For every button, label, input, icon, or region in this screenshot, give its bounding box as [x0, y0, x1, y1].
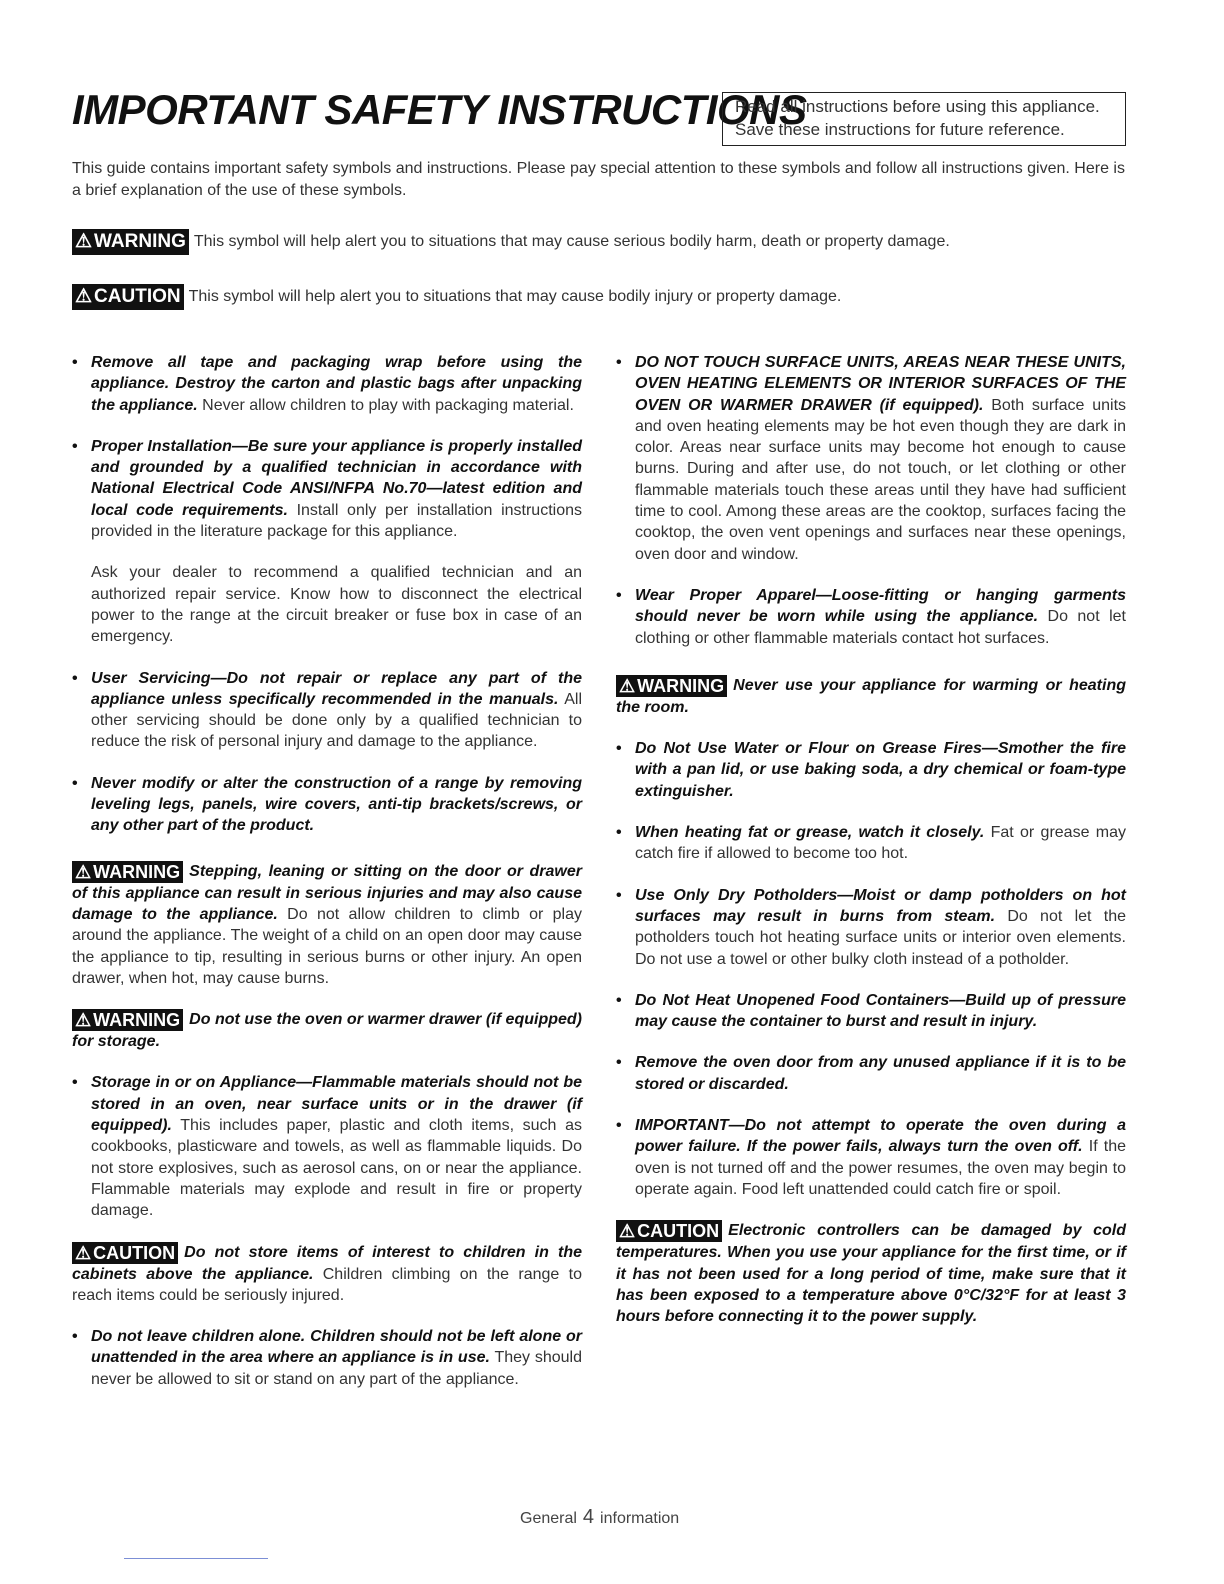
warning-badge: ⚠ WARNING	[72, 1009, 183, 1031]
warning-triangle-icon: ⚠	[75, 1010, 92, 1031]
item-heading: IMPORTANT—Do not attempt to operate the oven during a power failure. If the power fails, always turn the oven off.	[635, 1117, 1126, 1156]
warning-symbol-explanation	[72, 229, 1142, 255]
caution-triangle-icon: ⚠	[619, 1221, 636, 1242]
warning-text: Do not allow children to climb or play around the appliance. The weight of a child on an open door may cause the appliance to tip, resulting in serious burns or other injury. An open drawer, when hot, may cause burns.	[72, 905, 582, 987]
item-text: Fat or grease may catch fire if allowed to become too hot.	[635, 824, 1126, 863]
item-heading: Wear Proper Apparel—Loose-fitting or hanging garments should never be worn while using the appliance.	[635, 586, 1126, 626]
right-column	[616, 352, 1126, 1347]
bullet-icon: •	[616, 886, 622, 904]
caution-badge: ⚠ CAUTION	[616, 1220, 722, 1242]
caution-explanation-text: This symbol will help alert you to situations that may cause bodily injury or property damage.	[188, 288, 842, 305]
item-heading: Use Only Dry Potholders—Moist or damp potholders on hot surfaces may result in burns from steam.	[635, 886, 1126, 925]
item-text: Never allow children to play with packaging material.	[197, 396, 574, 414]
list-item	[616, 1115, 1126, 1200]
list-item	[616, 885, 1126, 970]
caution-triangle-icon: ⚠	[75, 286, 93, 307]
caution-heading: Do not store items of interest to children in the cabinets above the appliance.	[72, 1243, 582, 1283]
intro-paragraph: This guide contains important safety symbols and instructions. Please pay special attention to these symbols and follow all instructions given. Here is a brief explanation of the use of these symbols.	[72, 160, 1125, 199]
bullet-icon: •	[72, 774, 78, 792]
caution-block	[72, 1242, 582, 1307]
item-heading: When heating fat or grease, watch it closely.	[635, 824, 985, 842]
list-item	[72, 1326, 582, 1390]
bullet-icon: •	[72, 1328, 78, 1346]
caution-block	[616, 1220, 1126, 1327]
item-heading: Do Not Heat Unopened Food Containers—Build up of pressure may cause the container to burst and result in injury.	[635, 991, 1126, 1031]
warning-triangle-icon: ⚠	[75, 231, 93, 252]
list-item	[616, 738, 1126, 802]
bullet-icon: •	[616, 1117, 622, 1135]
item-heading: Storage in or on Appliance—Flammable materials should not be stored in an oven, near surface units or in the drawer (if equipped).	[91, 1074, 582, 1135]
list-item	[616, 352, 1126, 565]
item-heading: Do Not Use Water or Flour on Grease Fires—Smother the fire with a pan lid, or use baking soda, a dry chemical or foam-type extinguisher.	[635, 740, 1126, 800]
item-text: Do not let the potholders touch hot heating surface units or interior oven elements. Do not use a towel or other bulky cloth instead of a potholder.	[635, 907, 1126, 968]
warning-block	[616, 675, 1126, 718]
footer-section-right: information	[600, 1510, 680, 1527]
item-text: If the oven is not turned off and the power resumes, the oven may begin to operate again. Food left unattended could catch fire or spoil.	[635, 1138, 1126, 1198]
page-number: 4	[582, 1506, 595, 1528]
list-item	[72, 352, 582, 416]
caution-symbol-explanation	[72, 284, 1142, 310]
list-item	[616, 990, 1126, 1033]
caution-label: CAUTION	[94, 286, 181, 307]
item-text: All other servicing should be done only by a qualified technician to reduce the risk of personal injury and damage to the appliance.	[91, 690, 582, 751]
warning-triangle-icon: ⚠	[75, 861, 92, 882]
warning-heading: Stepping, leaning or sitting on the door or drawer of this appliance can result in serious injuries and may also cause damage to the appliance.	[72, 862, 582, 923]
bullet-icon: •	[616, 824, 622, 842]
list-item	[72, 436, 582, 542]
warning-badge: ⚠ WARNING	[72, 861, 183, 883]
notice-line-2: Save these instructions for future reference.	[735, 120, 1065, 139]
warning-heading: Never use your appliance for warming or heating the room.	[616, 676, 1126, 716]
warning-block	[72, 861, 582, 989]
warning-triangle-icon: ⚠	[619, 675, 636, 696]
item-heading: DO NOT TOUCH SURFACE UNITS, AREAS NEAR THESE UNITS, OVEN HEATING ELEMENTS OR INTERIOR SURFACES OF THE OVEN OR WARMER DRAWER (if equipped).	[635, 354, 1126, 414]
notice-line-1: Read all instructions before using this appliance.	[735, 97, 1100, 116]
caution-heading: Electronic controllers can be damaged by cold temperatures. When you use your appliance for the first time, or if it has not been used for a long period of time, make sure that it has been exposed to a temperature above 0°C/32°F for at least 3 hours before connecting it to the power supply.	[616, 1222, 1126, 1326]
caution-badge	[72, 284, 184, 310]
bullet-icon: •	[72, 354, 78, 371]
item-text: Both surface units and oven heating elements may be hot even though they are dark in color. Areas near surface units may become hot enough to cause burns. During and after use, do not touch, or let clothing or other flammable materials touch these areas until they have had sufficient time to cool. Among these areas are the cooktop, surfaces facing the cooktop, the oven vent openings and surfaces near these openings, oven door and window.	[635, 396, 1127, 563]
warning-label: WARNING	[94, 231, 186, 252]
bullet-icon: •	[616, 740, 622, 758]
bottom-rule-line	[124, 1558, 268, 1559]
bullet-icon: •	[616, 354, 622, 371]
item-text: Do not let clothing or other flammable materials contact hot surfaces.	[635, 608, 1126, 647]
bullet-icon: •	[72, 437, 78, 455]
item-heading: Do not leave children alone. Children should not be left alone or unattended in the area where an appliance is in use.	[91, 1328, 582, 1367]
item-heading: User Servicing—Do not repair or replace any part of the appliance unless specifically recommended in the manuals.	[91, 669, 582, 708]
item-text: Install only per installation instructions provided in the literature package for this appliance.	[91, 501, 582, 541]
item-text: This includes paper, plastic and cloth items, such as cookbooks, plasticware and towels, as well as flammable liquids. Do not store explosives, such as aerosol cans, on or near the appliance. Flammable materials may explode and result in fire or property damage.	[91, 1117, 582, 1220]
page-title: IMPORTANT SAFETY INSTRUCTIONS	[72, 86, 807, 133]
warning-heading: Do not use the oven or warmer drawer (if equipped) for storage.	[72, 1011, 582, 1051]
item-heading: Remove all tape and packaging wrap before using the appliance. Destroy the carton and plastic bags after unpacking the appliance.	[91, 354, 582, 414]
bullet-icon: •	[616, 1054, 622, 1072]
warning-explanation-text: This symbol will help alert you to situations that may cause serious bodily harm, death or property damage.	[193, 233, 950, 250]
caution-text: Children climbing on the range to reach items could be seriously injured.	[72, 1265, 583, 1304]
list-item	[72, 668, 582, 753]
dealer-paragraph: Ask your dealer to recommend a qualified technician and an authorized repair service. Know how to disconnect the electrical power to the range at the circuit breaker or fuse box in case of an emergency.	[91, 564, 582, 646]
page-footer	[520, 1506, 679, 1529]
list-item	[616, 822, 1126, 865]
warning-badge: ⚠ WARNING	[616, 675, 727, 697]
bullet-icon: •	[616, 991, 622, 1009]
list-item	[616, 1052, 1126, 1095]
list-item	[616, 585, 1126, 649]
read-instructions-notice	[722, 92, 1126, 146]
item-heading: Remove the oven door from any unused appliance if it is to be stored or discarded.	[635, 1054, 1126, 1093]
item-heading: Never modify or alter the construction of a range by removing leveling legs, panels, wire covers, anti-tip brackets/screws, or any other part of the product.	[91, 774, 582, 835]
bullet-icon: •	[72, 669, 78, 687]
item-text: They should never be allowed to sit or stand on any part of the appliance.	[91, 1349, 582, 1388]
warning-badge	[72, 229, 189, 255]
bullet-icon: •	[616, 586, 622, 604]
bullet-icon: •	[72, 1074, 78, 1092]
caution-triangle-icon: ⚠	[75, 1242, 92, 1263]
list-item	[72, 773, 582, 837]
caution-badge: ⚠ CAUTION	[72, 1242, 178, 1264]
item-heading: Proper Installation—Be sure your appliance is properly installed and grounded by a qualified technician in accordance with National Electrical Code ANSI/NFPA No.70—latest edition and local code requirements.	[91, 437, 582, 519]
footer-section-left: General	[520, 1510, 577, 1527]
left-column	[72, 352, 582, 1410]
warning-block	[72, 1009, 582, 1052]
list-item	[72, 1072, 582, 1221]
